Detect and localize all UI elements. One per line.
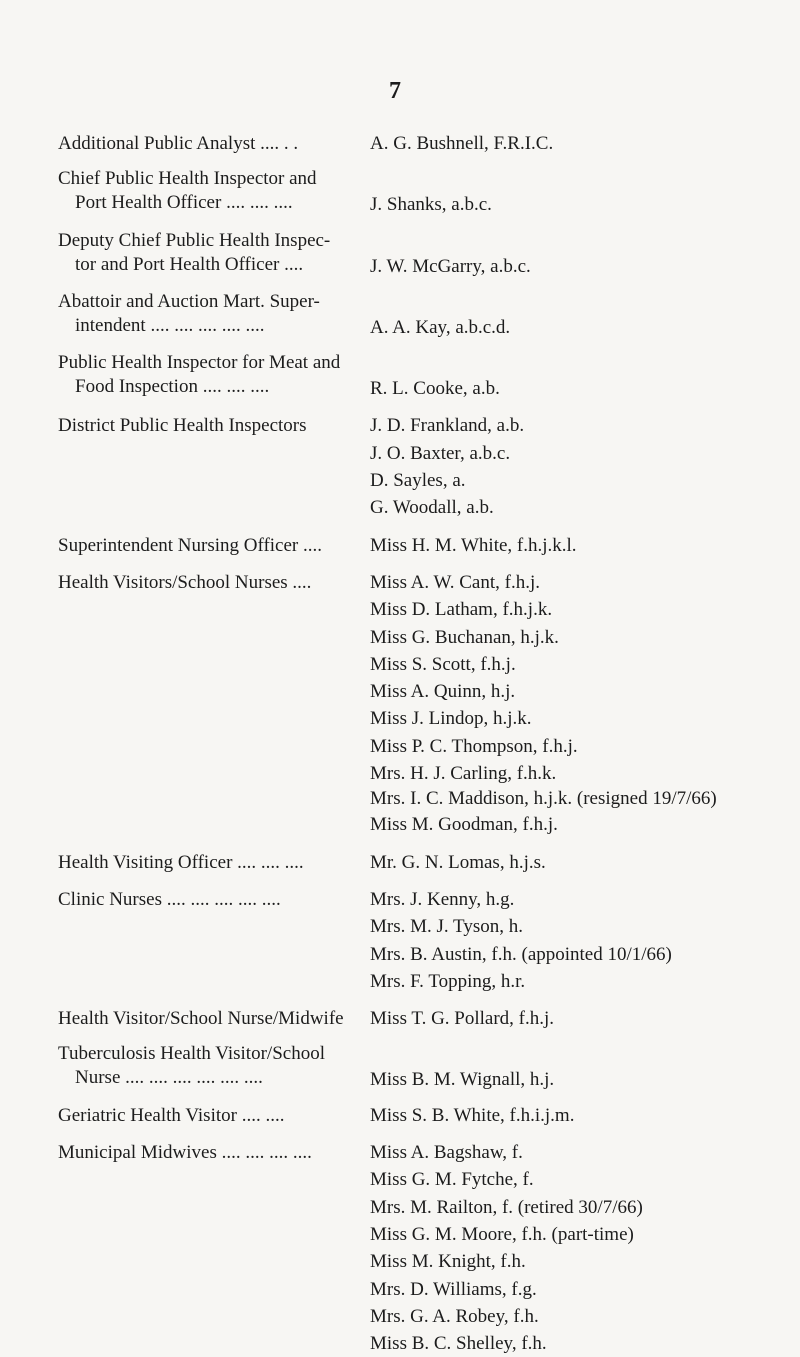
role-title-line: Public Health Inspector for Meat and (58, 352, 341, 374)
staff-entry (58, 351, 798, 402)
role-title-line: Health Visitor/School Nurse/Midwife (58, 1008, 344, 1030)
role-title-line: Additional Public Analyst .... . . (58, 133, 299, 154)
role-title-line: Chief Public Health Inspector and (58, 168, 317, 190)
staff-entry (58, 1139, 798, 1357)
staff-name: Miss D. Latham, f.h.j.k. (370, 599, 553, 621)
staff-name: Mrs. I. C. Maddison, h.j.k. (resigned 19/7/66) (370, 788, 717, 810)
staff-entry (58, 886, 798, 995)
staff-name: G. Woodall, a.b. (370, 497, 494, 519)
staff-names (370, 532, 798, 559)
staff-entry (58, 1042, 798, 1093)
staff-name: J. O. Baxter, a.b.c. (370, 442, 511, 464)
staff-entry (58, 229, 798, 280)
role-title (58, 569, 370, 596)
staff-name: Miss M. Goodman, f.h.j. (370, 814, 558, 836)
staff-name: Miss H. M. White, f.h.j.k.l. (370, 534, 577, 556)
staff-names (370, 849, 798, 876)
staff-name: Mrs. M. J. Tyson, h. (370, 916, 523, 938)
staff-name: Miss A. W. Cant, f.h.j. (370, 571, 540, 593)
staff-names (370, 886, 798, 995)
staff-name: Mrs. F. Topping, h.r. (370, 970, 526, 992)
role-title-line: Nurse .... .... .... .... .... .... (75, 1067, 263, 1089)
staff-entry (58, 167, 798, 218)
role-title (58, 1042, 370, 1090)
role-title (58, 849, 370, 876)
role-title (58, 1139, 370, 1166)
staff-names (370, 167, 798, 218)
staff-entry (58, 130, 798, 157)
staff-names (370, 412, 798, 521)
role-title (58, 1005, 370, 1032)
role-title (58, 229, 370, 277)
staff-name: Miss B. C. Shelley, f.h. (370, 1333, 547, 1355)
role-title-line: Tuberculosis Health Visitor/School (58, 1043, 325, 1065)
role-title (58, 1102, 370, 1129)
role-title-line: tor and Port Health Officer .... (75, 253, 304, 275)
staff-entry (58, 532, 798, 559)
staff-name: Miss B. M. Wignall, h.j. (370, 1069, 555, 1091)
staff-names (370, 569, 798, 839)
staff-name: Miss S. B. White, f.h.i.j.m. (370, 1104, 575, 1126)
role-title-line: Superintendent Nursing Officer .... (58, 534, 323, 556)
staff-name: Miss A. Bagshaw, f. (370, 1142, 523, 1164)
staff-entry (58, 1102, 798, 1129)
staff-name: Miss G. Buchanan, h.j.k. (370, 626, 559, 648)
staff-name: J. W. McGarry, a.b.c. (370, 255, 531, 277)
role-title (58, 290, 370, 338)
staff-name: Mr. G. N. Lomas, h.j.s. (370, 851, 546, 873)
staff-entry (58, 412, 798, 521)
role-title-line: Geriatric Health Visitor .... .... (58, 1104, 285, 1126)
staff-name: Mrs. D. Williams, f.g. (370, 1278, 537, 1300)
staff-list (58, 130, 798, 1357)
role-title-line: Port Health Officer .... .... .... (75, 192, 293, 214)
staff-names (370, 1139, 798, 1357)
staff-name: A. A. Kay, a.b.c.d. (370, 316, 511, 338)
staff-name: A. G. Bushnell, F.R.I.C. (370, 133, 554, 154)
role-title (58, 130, 370, 157)
staff-names (370, 229, 798, 280)
staff-names (370, 290, 798, 341)
role-title-line: Clinic Nurses .... .... .... .... .... (58, 888, 281, 910)
staff-names (370, 130, 798, 157)
staff-name: Miss G. M. Moore, f.h. (part-time) (370, 1223, 634, 1245)
staff-entry (58, 849, 798, 876)
staff-name: Mrs. B. Austin, f.h. (appointed 10/1/66) (370, 943, 672, 965)
staff-entry (58, 290, 798, 341)
staff-name: Miss T. G. Pollard, f.h.j. (370, 1008, 555, 1030)
staff-name: Miss A. Quinn, h.j. (370, 681, 516, 703)
staff-names (370, 1005, 798, 1032)
staff-names (370, 351, 798, 402)
staff-name: Miss J. Lindop, h.j.k. (370, 708, 532, 730)
staff-names (370, 1102, 798, 1129)
role-title-line: Deputy Chief Public Health Inspec- (58, 229, 331, 251)
role-title-line: intendent .... .... .... .... .... (75, 314, 265, 336)
role-title-line: Abattoir and Auction Mart. Super- (58, 290, 320, 312)
role-title (58, 167, 370, 215)
staff-name: Mrs. M. Railton, f. (retired 30/7/66) (370, 1196, 643, 1218)
staff-name: Miss G. M. Fytche, f. (370, 1169, 534, 1191)
role-title (58, 351, 370, 399)
staff-name: Miss M. Knight, f.h. (370, 1251, 526, 1273)
role-title (58, 412, 370, 439)
staff-name: Mrs. J. Kenny, h.g. (370, 888, 515, 910)
role-title-line: District Public Health Inspectors (58, 415, 307, 437)
role-title-line: Health Visiting Officer .... .... .... (58, 851, 304, 873)
staff-entry (58, 1005, 798, 1032)
page-number: 7 (389, 78, 401, 104)
role-title-line: Municipal Midwives .... .... .... .... (58, 1142, 312, 1164)
role-title-line: Health Visitors/School Nurses .... (58, 571, 312, 593)
role-title (58, 532, 370, 559)
role-title (58, 886, 370, 913)
staff-name: Miss S. Scott, f.h.j. (370, 653, 516, 675)
staff-name: Mrs. H. J. Carling, f.h.k. (370, 763, 557, 785)
staff-entry (58, 569, 798, 839)
staff-name: Mrs. G. A. Robey, f.h. (370, 1305, 539, 1327)
staff-name: R. L. Cooke, a.b. (370, 378, 500, 400)
staff-name: Miss P. C. Thompson, f.h.j. (370, 735, 578, 757)
staff-name: D. Sayles, a. (370, 470, 466, 492)
staff-names (370, 1042, 798, 1093)
staff-name: J. Shanks, a.b.c. (370, 194, 492, 216)
role-title-line: Food Inspection .... .... .... (75, 376, 270, 398)
staff-name: J. D. Frankland, a.b. (370, 415, 525, 437)
